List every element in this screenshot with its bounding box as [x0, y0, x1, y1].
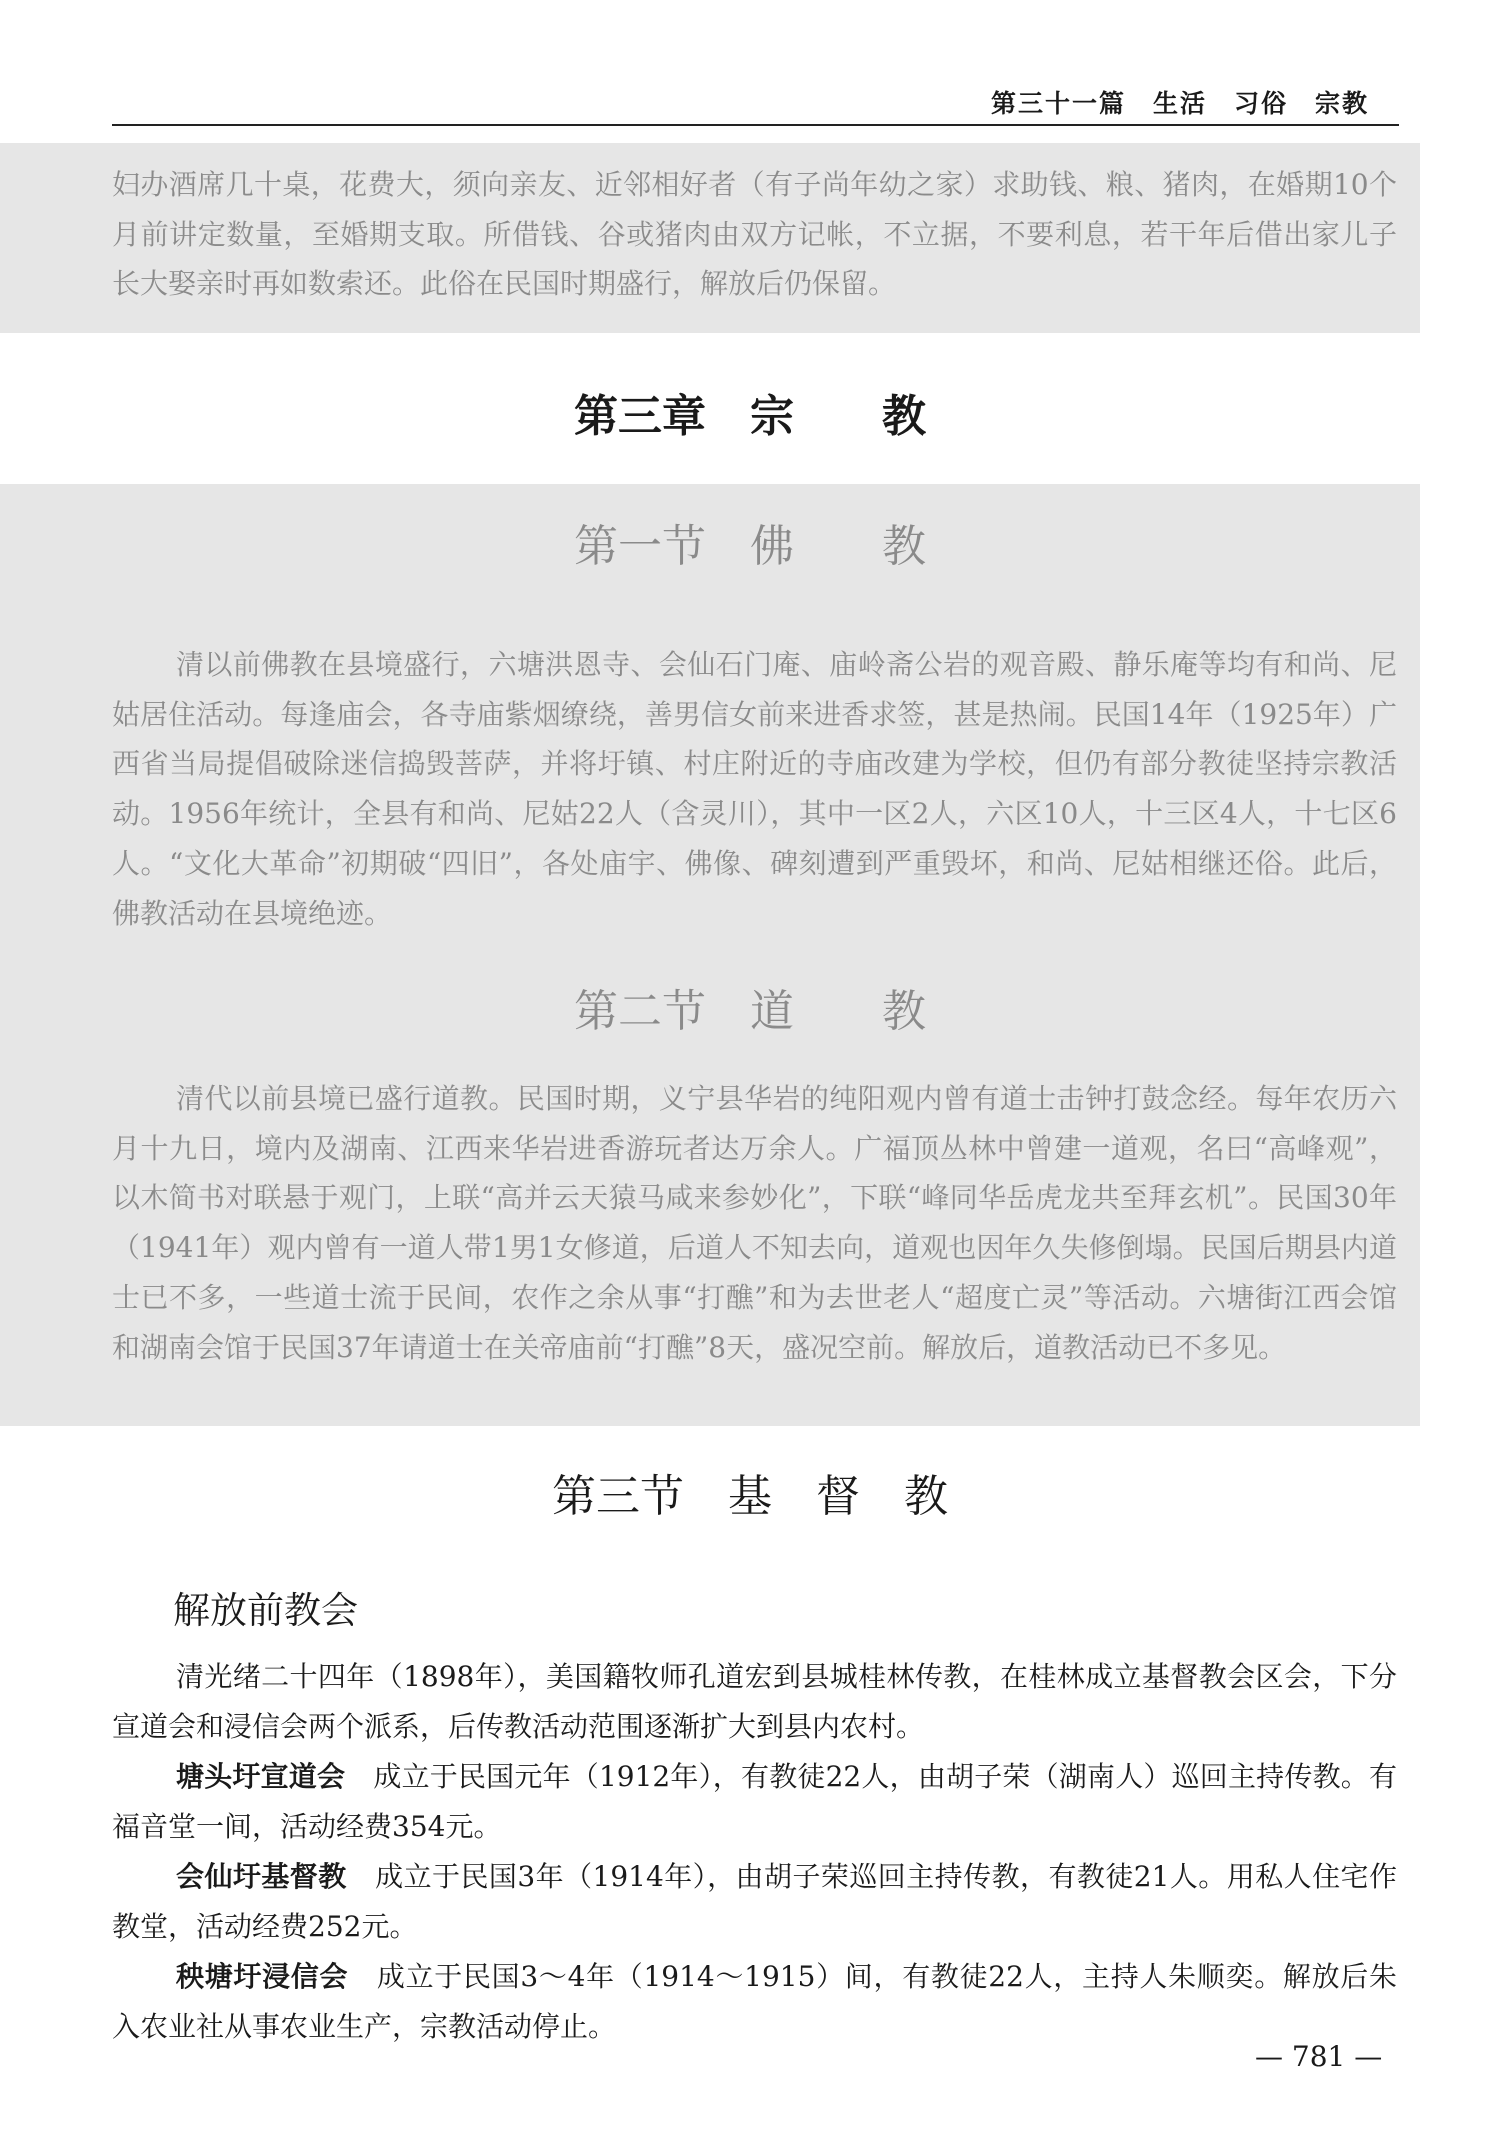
running-header	[112, 84, 1399, 126]
chapter-title: 第三章 宗 教	[574, 391, 926, 442]
taoism-paragraph: 清代以前县境已盛行道教。民国时期，义宁县华岩的纯阳观内曾有道士击钟打鼓念经。每年农历六月十九日，境内及湖南、江西来华岩进香游玩者达万余人。广福顶丛林中曾建一道观，名曰“高峰观”，以木简书对联悬于观门，上联“高并云天猿马咸来参妙化”，下联“峰同华岳虎龙共至拜玄机”。民国30年（1941年）观内曾有一道人带1男1女修道，后道人不知去向，道观也因年久失修倒塌。民国后期县内道士已不多，一些道士流于民间，农作之余从事“打醮”和为去世老人“超度亡灵”等活动。六塘街江西会馆和湖南会馆于民国37年请道士在关帝庙前“打醮”8天，盛况空前。解放后，道教活动已不多见。	[112, 1082, 1397, 1364]
section-title-christianity: 第三节 基 督 教	[552, 1471, 948, 1522]
entry-text: 成立于民国元年（1912年），有教徒22人，由胡子荣（湖南人）巡回主持传教。有福音堂一间，活动经费354元。	[112, 1760, 1397, 1843]
christianity-intro-paragraph: 清光绪二十四年（1898年），美国籍牧师孔道宏到县城桂林传教，在桂林成立基督教会区会，下分宣道会和浸信会两个派系，后传教活动范围逐渐扩大到县内农村。	[112, 1660, 1397, 1743]
running-header-title: 第三十一篇 生活 习俗 宗教	[990, 89, 1369, 118]
entry-huixian-jidu	[112, 1852, 1397, 1951]
entry-tangtou-xuandao	[112, 1752, 1397, 1851]
subheading-pre-liberation-churches: 解放前教会	[173, 1589, 358, 1632]
entry-term: 会仙圩基督教	[176, 1860, 347, 1893]
entry-text: 成立于民国3～4年（1914～1915）间，有教徒22人，主持人朱顺奕。解放后朱入农业社从事农业生产，宗教活动停止。	[112, 1960, 1397, 2043]
entry-term: 秧塘圩浸信会	[176, 1960, 349, 1993]
entry-text: 成立于民国3年（1914年），由胡子荣巡回主持传教，有教徒21人。用私人住宅作教堂，活动经费252元。	[112, 1860, 1397, 1943]
continued-paragraph: 妇办酒席几十桌，花费大，须向亲友、近邻相好者（有子尚年幼之家）求助钱、粮、猪肉，在婚期10个月前讲定数量，至婚期支取。所借钱、谷或猪肉由双方记帐，不立据，不要利息，若干年后借出家儿子长大娶亲时再如数索还。此俗在民国时期盛行，解放后仍保留。	[112, 168, 1397, 301]
section-title-buddhism: 第一节 佛 教	[574, 521, 926, 572]
section-title-taoism: 第二节 道 教	[574, 986, 926, 1037]
buddhism-paragraph: 清以前佛教在县境盛行，六塘洪恩寺、会仙石门庵、庙岭斋公岩的观音殿、静乐庵等均有和尚、尼姑居住活动。每逢庙会，各寺庙紫烟缭绕，善男信女前来进香求签，甚是热闹。民国14年（1925年）广西省当局提倡破除迷信捣毁菩萨，并将圩镇、村庄附近的寺庙改建为学校，但仍有部分教徒坚持宗教活动。1956年统计，全县有和尚、尼姑22人（含灵川），其中一区2人，六区10人，十三区4人，十七区6人。“文化大革命”初期破“四旧”，各处庙宇、佛像、碑刻遭到严重毁坏，和尚、尼姑相继还俗。此后，佛教活动在县境绝迹。	[112, 648, 1397, 930]
entry-term: 塘头圩宣道会	[176, 1760, 346, 1793]
entry-yangtang-jinxin	[112, 1952, 1397, 2051]
page-number: — 781 —	[1255, 2040, 1383, 2073]
